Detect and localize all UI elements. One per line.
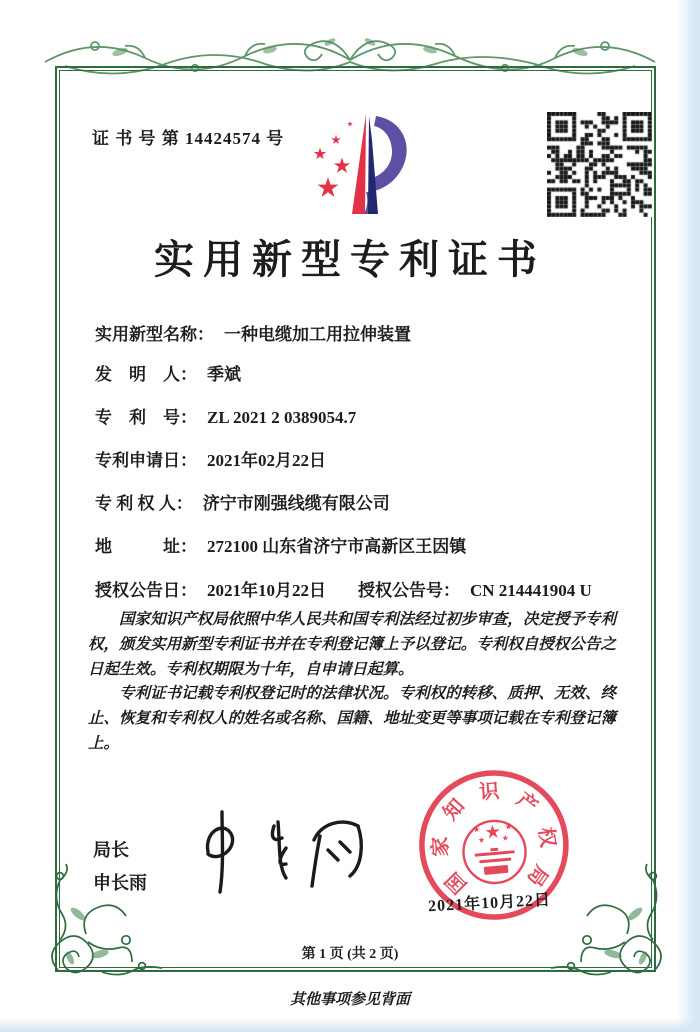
field-address: [95, 532, 466, 557]
grant-number-group: [358, 576, 592, 601]
certificate-number: 证 书 号 第 14424574 号: [92, 129, 285, 148]
svg-text:识: 识: [478, 780, 501, 805]
field-colon: ：: [443, 581, 460, 600]
field-utility-model-name: [95, 320, 411, 345]
grant-date-label: 授权公告日: [95, 581, 180, 600]
field-label: 发 明 人: [95, 365, 180, 384]
field-inventor: [95, 360, 241, 385]
field-label: 地 址: [95, 537, 180, 556]
legal-paragraph-1: 国家知识产权局依照中华人民共和国专利法经过初步审查，决定授予专利权，颁发实用新型专利证书并在专利登记簿上予以登记。专利权自授权公告之日起生效。专利权期限为十年，自申请日起算。: [88, 611, 616, 678]
seal-date: 2021年10月22日: [427, 891, 552, 916]
director-title: 局长: [93, 840, 129, 860]
svg-text:家: 家: [429, 836, 453, 857]
grant-date-value: 2021年10月22日: [207, 581, 326, 600]
field-value: 季斌: [207, 365, 241, 384]
field-colon: ：: [175, 494, 193, 513]
field-colon: ：: [180, 451, 197, 470]
legal-paragraph-2: 专利证书记载专利权登记时的法律状况。专利权的转移、质押、无效、终止、恢复和专利权人的姓名或名称、国籍、地址变更等事项记载在专利登记簿上。: [88, 685, 616, 752]
svg-text:知: 知: [439, 794, 470, 825]
field-value: 济宁市刚强线缆有限公司: [202, 494, 390, 513]
grant-row: [95, 576, 655, 601]
certificate-title: 实用新型专利证书: [154, 237, 546, 282]
scan-edge-shadow-right: [676, 0, 700, 1032]
page-number-footer: 第 1 页 (共 2 页): [301, 947, 399, 962]
field-colon: ：: [180, 408, 197, 427]
director-block: [93, 834, 147, 901]
scan-edge-shadow-bottom: [0, 1018, 700, 1032]
field-value: ZL 2021 2 0389054.7: [207, 408, 357, 427]
field-colon: ：: [180, 537, 197, 556]
director-name: 申长雨: [93, 873, 147, 894]
svg-text:局: 局: [522, 860, 553, 890]
field-label: 专 利 权 人: [95, 494, 176, 513]
field-value: 2021年02月22日: [207, 451, 326, 470]
svg-text:产: 产: [512, 788, 542, 819]
field-label: 实用新型名称: [95, 325, 197, 344]
svg-text:国: 国: [441, 867, 472, 898]
field-colon: ：: [180, 581, 197, 600]
field-colon: ：: [180, 365, 197, 384]
grant-number-value: CN 214441904 U: [470, 581, 592, 600]
field-label: 专利申请日: [95, 451, 180, 470]
see-back-note: 其他事项参见背面: [289, 992, 410, 1008]
director-signature-handwriting: [182, 800, 392, 900]
svg-text:权: 权: [534, 825, 559, 849]
grant-number-label: 授权公告号: [358, 581, 443, 600]
field-value: 272100 山东省济宁市高新区王因镇: [207, 537, 467, 556]
field-application-date: [95, 446, 326, 471]
qr-code: [547, 112, 652, 217]
field-patentee: [95, 489, 390, 514]
field-patent-number: [95, 403, 356, 428]
cnipa-patent-logo-icon: [290, 110, 415, 220]
field-colon: ：: [197, 325, 214, 344]
legal-text-block: [88, 608, 616, 757]
field-value: 一种电缆加工用拉伸装置: [224, 325, 411, 344]
field-label: 专 利 号: [95, 408, 180, 427]
